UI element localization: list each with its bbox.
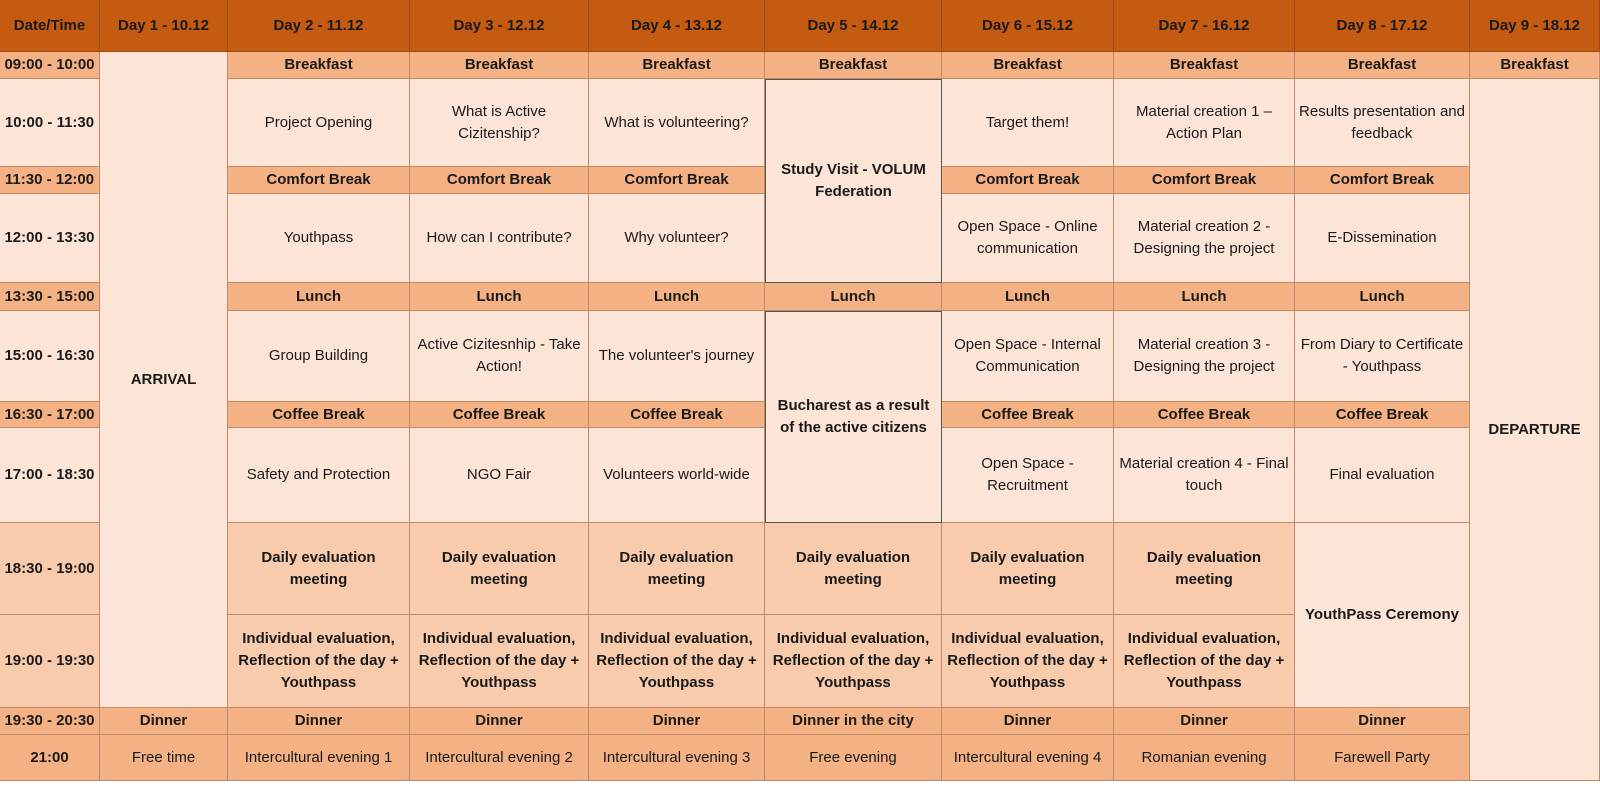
session-cell: From Diary to Certificate - Youthpass (1295, 311, 1470, 402)
time-slot: 11:30 - 12:00 (0, 167, 100, 194)
individual-eval-cell: Individual evaluation, Reflection of the day + Youthpass (410, 615, 589, 708)
time-slot: 19:30 - 20:30 (0, 708, 100, 735)
evening-cell: Free time (100, 735, 228, 781)
evening-cell: Romanian evening (1114, 735, 1295, 781)
bucharest-cell: Bucharest as a result of the active citizens (765, 311, 942, 523)
session-cell: Material creation 3 - Designing the project (1114, 311, 1295, 402)
individual-eval-cell: Individual evaluation, Reflection of the day + Youthpass (765, 615, 942, 708)
header-day-4: Day 4 - 13.12 (589, 0, 765, 52)
time-slot: 16:30 - 17:00 (0, 402, 100, 428)
time-slot: 10:00 - 11:30 (0, 79, 100, 167)
header-day-8: Day 8 - 17.12 (1295, 0, 1470, 52)
comfort-break-cell: Comfort Break (228, 167, 410, 194)
dinner-cell: Dinner (942, 708, 1114, 735)
header-day-3: Day 3 - 12.12 (410, 0, 589, 52)
session-cell: How can I contribute? (410, 194, 589, 283)
evening-cell: Intercultural evening 2 (410, 735, 589, 781)
evening-cell: Intercultural evening 4 (942, 735, 1114, 781)
lunch-cell: Lunch (1295, 283, 1470, 311)
breakfast-cell: Breakfast (410, 52, 589, 79)
coffee-break-cell: Coffee Break (1114, 402, 1295, 428)
individual-eval-cell: Individual evaluation, Reflection of the day + Youthpass (589, 615, 765, 708)
dinner-cell: Dinner (410, 708, 589, 735)
breakfast-cell: Breakfast (942, 52, 1114, 79)
breakfast-cell: Breakfast (1470, 52, 1600, 79)
session-cell: Youthpass (228, 194, 410, 283)
time-slot: 09:00 - 10:00 (0, 52, 100, 79)
session-cell: NGO Fair (410, 428, 589, 523)
time-slot: 17:00 - 18:30 (0, 428, 100, 523)
time-slot: 18:30 - 19:00 (0, 523, 100, 615)
individual-eval-cell: Individual evaluation, Reflection of the day + Youthpass (942, 615, 1114, 708)
header-day-9: Day 9 - 18.12 (1470, 0, 1600, 52)
session-cell: Material creation 2 - Designing the project (1114, 194, 1295, 283)
daily-eval-cell: Daily evaluation meeting (765, 523, 942, 615)
lunch-cell: Lunch (942, 283, 1114, 311)
coffee-break-cell: Coffee Break (228, 402, 410, 428)
session-cell: What is volunteering? (589, 79, 765, 167)
time-slot: 12:00 - 13:30 (0, 194, 100, 283)
evening-cell: Free evening (765, 735, 942, 781)
comfort-break-cell: Comfort Break (1114, 167, 1295, 194)
comfort-break-cell: Comfort Break (589, 167, 765, 194)
coffee-break-cell: Coffee Break (589, 402, 765, 428)
lunch-cell: Lunch (589, 283, 765, 311)
breakfast-cell: Breakfast (1114, 52, 1295, 79)
session-cell: Material creation 4 - Final touch (1114, 428, 1295, 523)
session-cell: Why volunteer? (589, 194, 765, 283)
header-day-1: Day 1 - 10.12 (100, 0, 228, 52)
session-cell: Group Building (228, 311, 410, 402)
comfort-break-cell: Comfort Break (942, 167, 1114, 194)
dinner-cell: Dinner (589, 708, 765, 735)
coffee-break-cell: Coffee Break (942, 402, 1114, 428)
departure-cell: DEPARTURE (1470, 79, 1600, 781)
session-cell: Volunteers world-wide (589, 428, 765, 523)
session-cell: What is Active Cizitenship? (410, 79, 589, 167)
session-cell: Safety and Protection (228, 428, 410, 523)
study-visit-cell: Study Visit - VOLUM Federation (765, 79, 942, 283)
header-day-7: Day 7 - 16.12 (1114, 0, 1295, 52)
individual-eval-cell: Individual evaluation, Reflection of the day + Youthpass (1114, 615, 1295, 708)
daily-eval-cell: Daily evaluation meeting (942, 523, 1114, 615)
session-cell: Open Space - Online communication (942, 194, 1114, 283)
session-cell: Target them! (942, 79, 1114, 167)
ceremony-cell: YouthPass Ceremony (1295, 523, 1470, 708)
individual-eval-cell: Individual evaluation, Reflection of the day + Youthpass (228, 615, 410, 708)
comfort-break-cell: Comfort Break (1295, 167, 1470, 194)
comfort-break-cell: Comfort Break (410, 167, 589, 194)
lunch-cell: Lunch (1114, 283, 1295, 311)
daily-eval-cell: Daily evaluation meeting (589, 523, 765, 615)
evening-cell: Intercultural evening 3 (589, 735, 765, 781)
session-cell: Active Cizitesnhip - Take Action! (410, 311, 589, 402)
lunch-cell: Lunch (410, 283, 589, 311)
coffee-break-cell: Coffee Break (1295, 402, 1470, 428)
breakfast-cell: Breakfast (589, 52, 765, 79)
dinner-cell: Dinner in the city (765, 708, 942, 735)
lunch-cell: Lunch (765, 283, 942, 311)
daily-eval-cell: Daily evaluation meeting (410, 523, 589, 615)
breakfast-cell: Breakfast (228, 52, 410, 79)
header-day-2: Day 2 - 11.12 (228, 0, 410, 52)
dinner-cell: Dinner (1295, 708, 1470, 735)
session-cell: Project Opening (228, 79, 410, 167)
session-cell: Final evaluation (1295, 428, 1470, 523)
session-cell: Open Space - Recruitment (942, 428, 1114, 523)
time-slot: 21:00 (0, 735, 100, 781)
dinner-cell: Dinner (1114, 708, 1295, 735)
breakfast-cell: Breakfast (1295, 52, 1470, 79)
session-cell: Open Space - Internal Communication (942, 311, 1114, 402)
lunch-cell: Lunch (228, 283, 410, 311)
breakfast-cell: Breakfast (765, 52, 942, 79)
header-day-5: Day 5 - 14.12 (765, 0, 942, 52)
header-day-6: Day 6 - 15.12 (942, 0, 1114, 52)
dinner-cell: Dinner (228, 708, 410, 735)
header-datetime: Date/Time (0, 0, 100, 52)
session-cell: The volunteer's journey (589, 311, 765, 402)
time-slot: 19:00 - 19:30 (0, 615, 100, 708)
daily-eval-cell: Daily evaluation meeting (1114, 523, 1295, 615)
session-cell: Material creation 1 – Action Plan (1114, 79, 1295, 167)
session-cell: Results presentation and feedback (1295, 79, 1470, 167)
daily-eval-cell: Daily evaluation meeting (228, 523, 410, 615)
evening-cell: Intercultural evening 1 (228, 735, 410, 781)
dinner-cell: Dinner (100, 708, 228, 735)
coffee-break-cell: Coffee Break (410, 402, 589, 428)
evening-cell: Farewell Party (1295, 735, 1470, 781)
time-slot: 13:30 - 15:00 (0, 283, 100, 311)
time-slot: 15:00 - 16:30 (0, 311, 100, 402)
session-cell: E-Dissemination (1295, 194, 1470, 283)
arrival-cell: ARRIVAL (100, 52, 228, 708)
